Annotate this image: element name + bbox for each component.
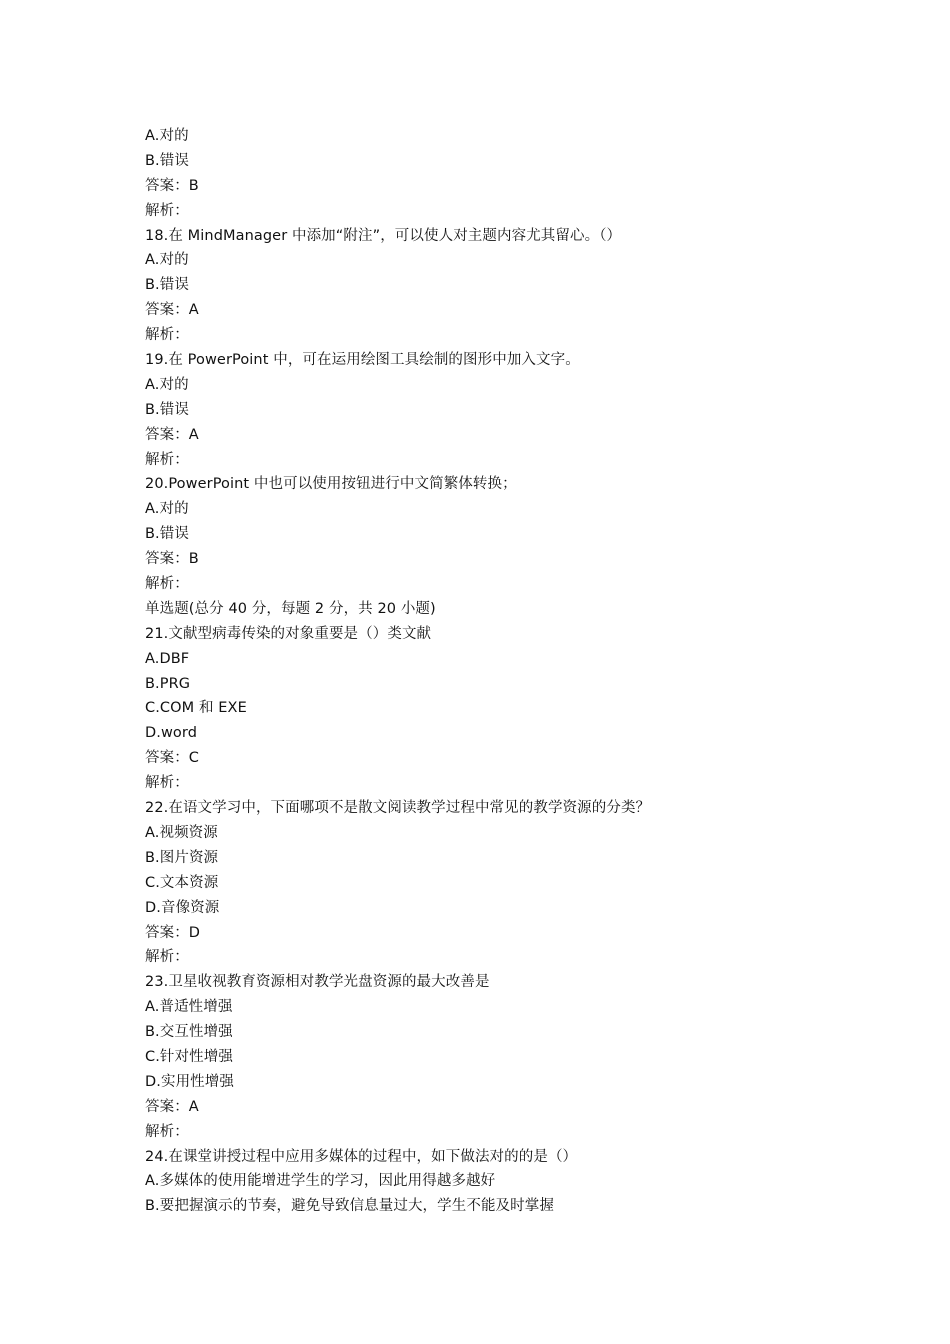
question-23: 23.卫星收视教育资源相对教学光盘资源的最大改善是 [145,974,490,991]
explanation: 解析： [145,202,189,219]
explanation: 解析： [145,576,189,593]
explanation: 解析： [145,451,189,468]
explanation: 解析： [145,949,189,966]
option-d: D.音像资源 [145,899,220,916]
question-20: 20.PowerPoint 中也可以使用按钮进行中文简繁体转换； [145,476,517,493]
answer: 答案：A [145,1098,199,1115]
option-c: C.文本资源 [145,874,219,891]
option-c: C.COM 和 EXE [145,700,247,717]
answer: 答案：A [145,426,199,443]
option-a: A.对的 [145,252,189,269]
option-b: B.错误 [145,401,189,418]
option-a: A.对的 [145,128,189,144]
option-a: A.对的 [145,501,189,518]
explanation: 解析： [145,1123,189,1140]
option-a: A.视频资源 [145,824,218,841]
section-heading: 单选题(总分 40 分，每题 2 分，共 20 小题) [145,600,436,617]
option-a: A.对的 [145,376,189,393]
option-b: B.错误 [145,526,189,543]
question-18: 18.在 MindManager 中添加“附注”，可以使人对主题内容尤其留心。（） [145,227,622,244]
option-c: C.针对性增强 [145,1048,233,1065]
explanation: 解析： [145,775,189,792]
option-a: A.多媒体的使用能增进学生的学习，因此用得越多越好 [145,1173,496,1190]
question-22: 22.在语文学习中，下面哪项不是散文阅读教学过程中常见的教学资源的分类？ [145,800,651,817]
answer: 答案：C [145,750,200,767]
option-b: B.错误 [145,152,189,169]
question-24: 24.在课堂讲授过程中应用多媒体的过程中，如下做法对的的是（） [145,1148,578,1165]
option-a: A.DBF [145,650,190,667]
option-b: B.错误 [145,277,189,294]
answer: 答案：D [145,924,201,941]
option-d: D.word [145,725,198,742]
answer: 答案：A [145,302,199,319]
option-b: B.交互性增强 [145,1024,233,1041]
answer: 答案：B [145,551,199,568]
answer: 答案：B [145,177,199,194]
document-body [145,124,865,1219]
option-b: B.PRG [145,675,191,692]
question-19: 19.在 PowerPoint 中，可在运用绘图工具绘制的图形中加入文字。 [145,352,580,369]
option-a: A.普适性增强 [145,999,233,1016]
option-b: B.图片资源 [145,849,219,866]
option-b: B.要把握演示的节奏，避免导致信息量过大，学生不能及时掌握 [145,1198,554,1215]
question-21: 21.文献型病毒传染的对象重要是（）类文献 [145,625,432,642]
explanation: 解析： [145,327,189,344]
option-d: D.实用性增强 [145,1073,234,1090]
